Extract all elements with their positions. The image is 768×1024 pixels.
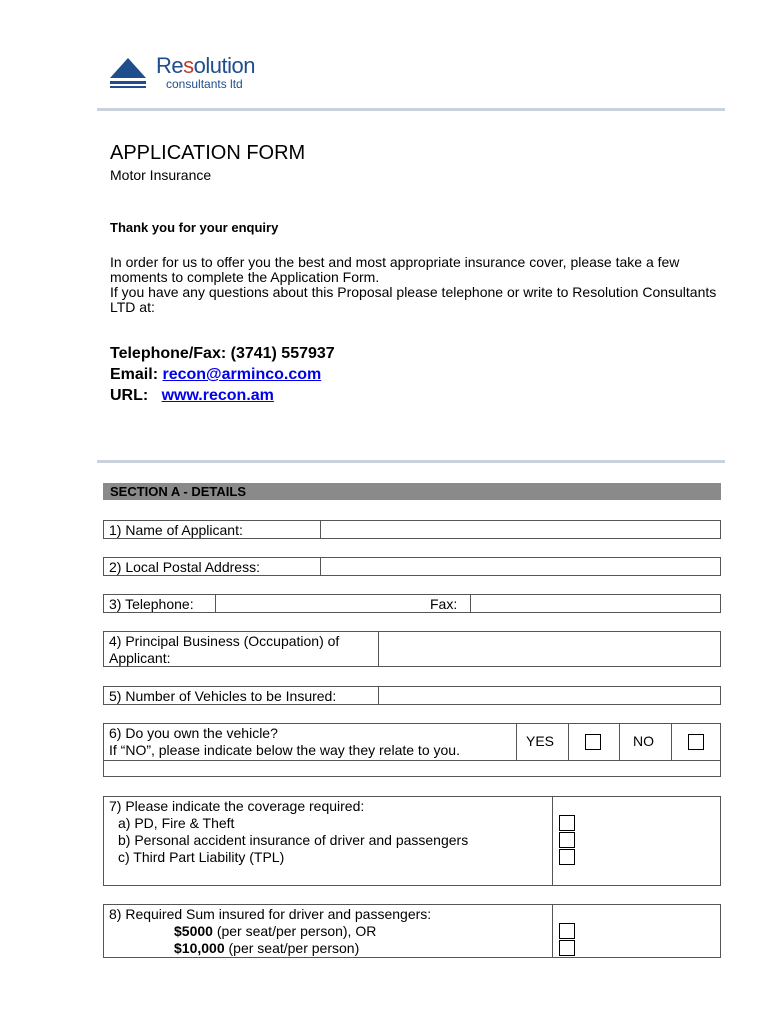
relation-field[interactable]	[104, 761, 720, 776]
section-a-heading: SECTION A - DETAILS	[103, 483, 721, 500]
yes-label: YES	[526, 733, 555, 749]
q2-row	[103, 557, 721, 576]
q6-row	[103, 723, 721, 777]
no-cell	[619, 724, 654, 760]
q8-label: 8) Required Sum insured for driver and passengers:	[109, 906, 432, 922]
coverage-option-c: c) Third Part Liability (TPL)	[118, 849, 285, 865]
section-divider	[97, 460, 725, 463]
email-link[interactable]: recon@arminco.com	[162, 366, 322, 383]
q2-label: 2) Local Postal Address:	[109, 559, 260, 575]
coverage-c-checkbox[interactable]	[559, 849, 575, 865]
logo-name: Resolution	[156, 53, 255, 78]
fax-label: Fax:	[430, 596, 458, 612]
sum-5000-checkbox[interactable]	[559, 923, 575, 939]
q6-label: 6) Do you own the vehicle? If “NO”, please indicate below the way they relate to you.	[109, 725, 460, 758]
email-label: Email:	[110, 366, 159, 383]
coverage-options	[118, 815, 468, 866]
url-label: URL:	[110, 387, 149, 404]
coverage-b-checkbox[interactable]	[559, 832, 575, 848]
coverage-option-a: a) PD, Fire & Theft	[118, 815, 235, 831]
postal-address-field[interactable]	[320, 558, 720, 575]
q3-row	[103, 594, 721, 613]
logo-triangle-icon	[110, 58, 146, 88]
q4-label: 4) Principal Business (Occupation) of Applicant:	[109, 633, 340, 666]
occupation-field[interactable]	[378, 632, 720, 666]
logo-subtitle: consultants ltd	[166, 77, 243, 91]
yes-checkbox-cell	[568, 724, 569, 760]
sum-option-10000: $10,000 (per seat/per person)	[174, 940, 360, 956]
sum-10000-checkbox[interactable]	[559, 940, 575, 956]
sum-options	[174, 923, 376, 957]
q8-row	[103, 904, 721, 958]
telephone-field[interactable]	[215, 595, 426, 612]
coverage-option-b: b) Personal accident insurance of driver and passengers	[118, 832, 469, 848]
url-link[interactable]: www.recon.am	[161, 387, 274, 404]
intro-text-2: If you have any questions about this Proposal please telephone or write to Resolution Consultants LTD at:	[110, 284, 717, 315]
intro-text-1: In order for us to offer you the best and most appropriate insurance cover, please take a few moments to complete the Application Form.	[110, 254, 680, 285]
q5-label: 5) Number of Vehicles to be Insured:	[109, 688, 337, 704]
thanks-heading: Thank you for your enquiry	[110, 220, 279, 235]
fax-field[interactable]	[470, 595, 720, 612]
page-title: APPLICATION FORM	[110, 142, 306, 164]
intro-paragraph	[110, 255, 730, 315]
contact-url	[110, 387, 274, 405]
yes-cell	[516, 724, 555, 760]
sum-option-5000: $5000 (per seat/per person), OR	[174, 923, 377, 939]
q7-label: 7) Please indicate the coverage required:	[109, 798, 365, 814]
header-divider	[97, 108, 725, 111]
page-subtitle: Motor Insurance	[110, 167, 212, 183]
coverage-a-checkbox[interactable]	[559, 815, 575, 831]
q3-label: 3) Telephone:	[109, 596, 194, 612]
coverage-checkbox-cell	[552, 797, 720, 885]
contact-telephone: Telephone/Fax: (3741) 557937	[110, 345, 335, 362]
q1-row	[103, 520, 721, 539]
applicant-name-field[interactable]	[320, 521, 720, 538]
sum-checkbox-cell	[552, 905, 720, 957]
contact-email	[110, 366, 321, 384]
q4-row	[103, 631, 721, 667]
vehicle-count-field[interactable]	[378, 687, 720, 704]
no-label: NO	[633, 733, 654, 749]
no-checkbox-cell	[671, 724, 672, 760]
q7-row	[103, 796, 721, 886]
yes-checkbox[interactable]	[585, 734, 601, 750]
no-checkbox[interactable]	[688, 734, 704, 750]
q5-row	[103, 686, 721, 705]
q1-label: 1) Name of Applicant:	[109, 522, 243, 538]
